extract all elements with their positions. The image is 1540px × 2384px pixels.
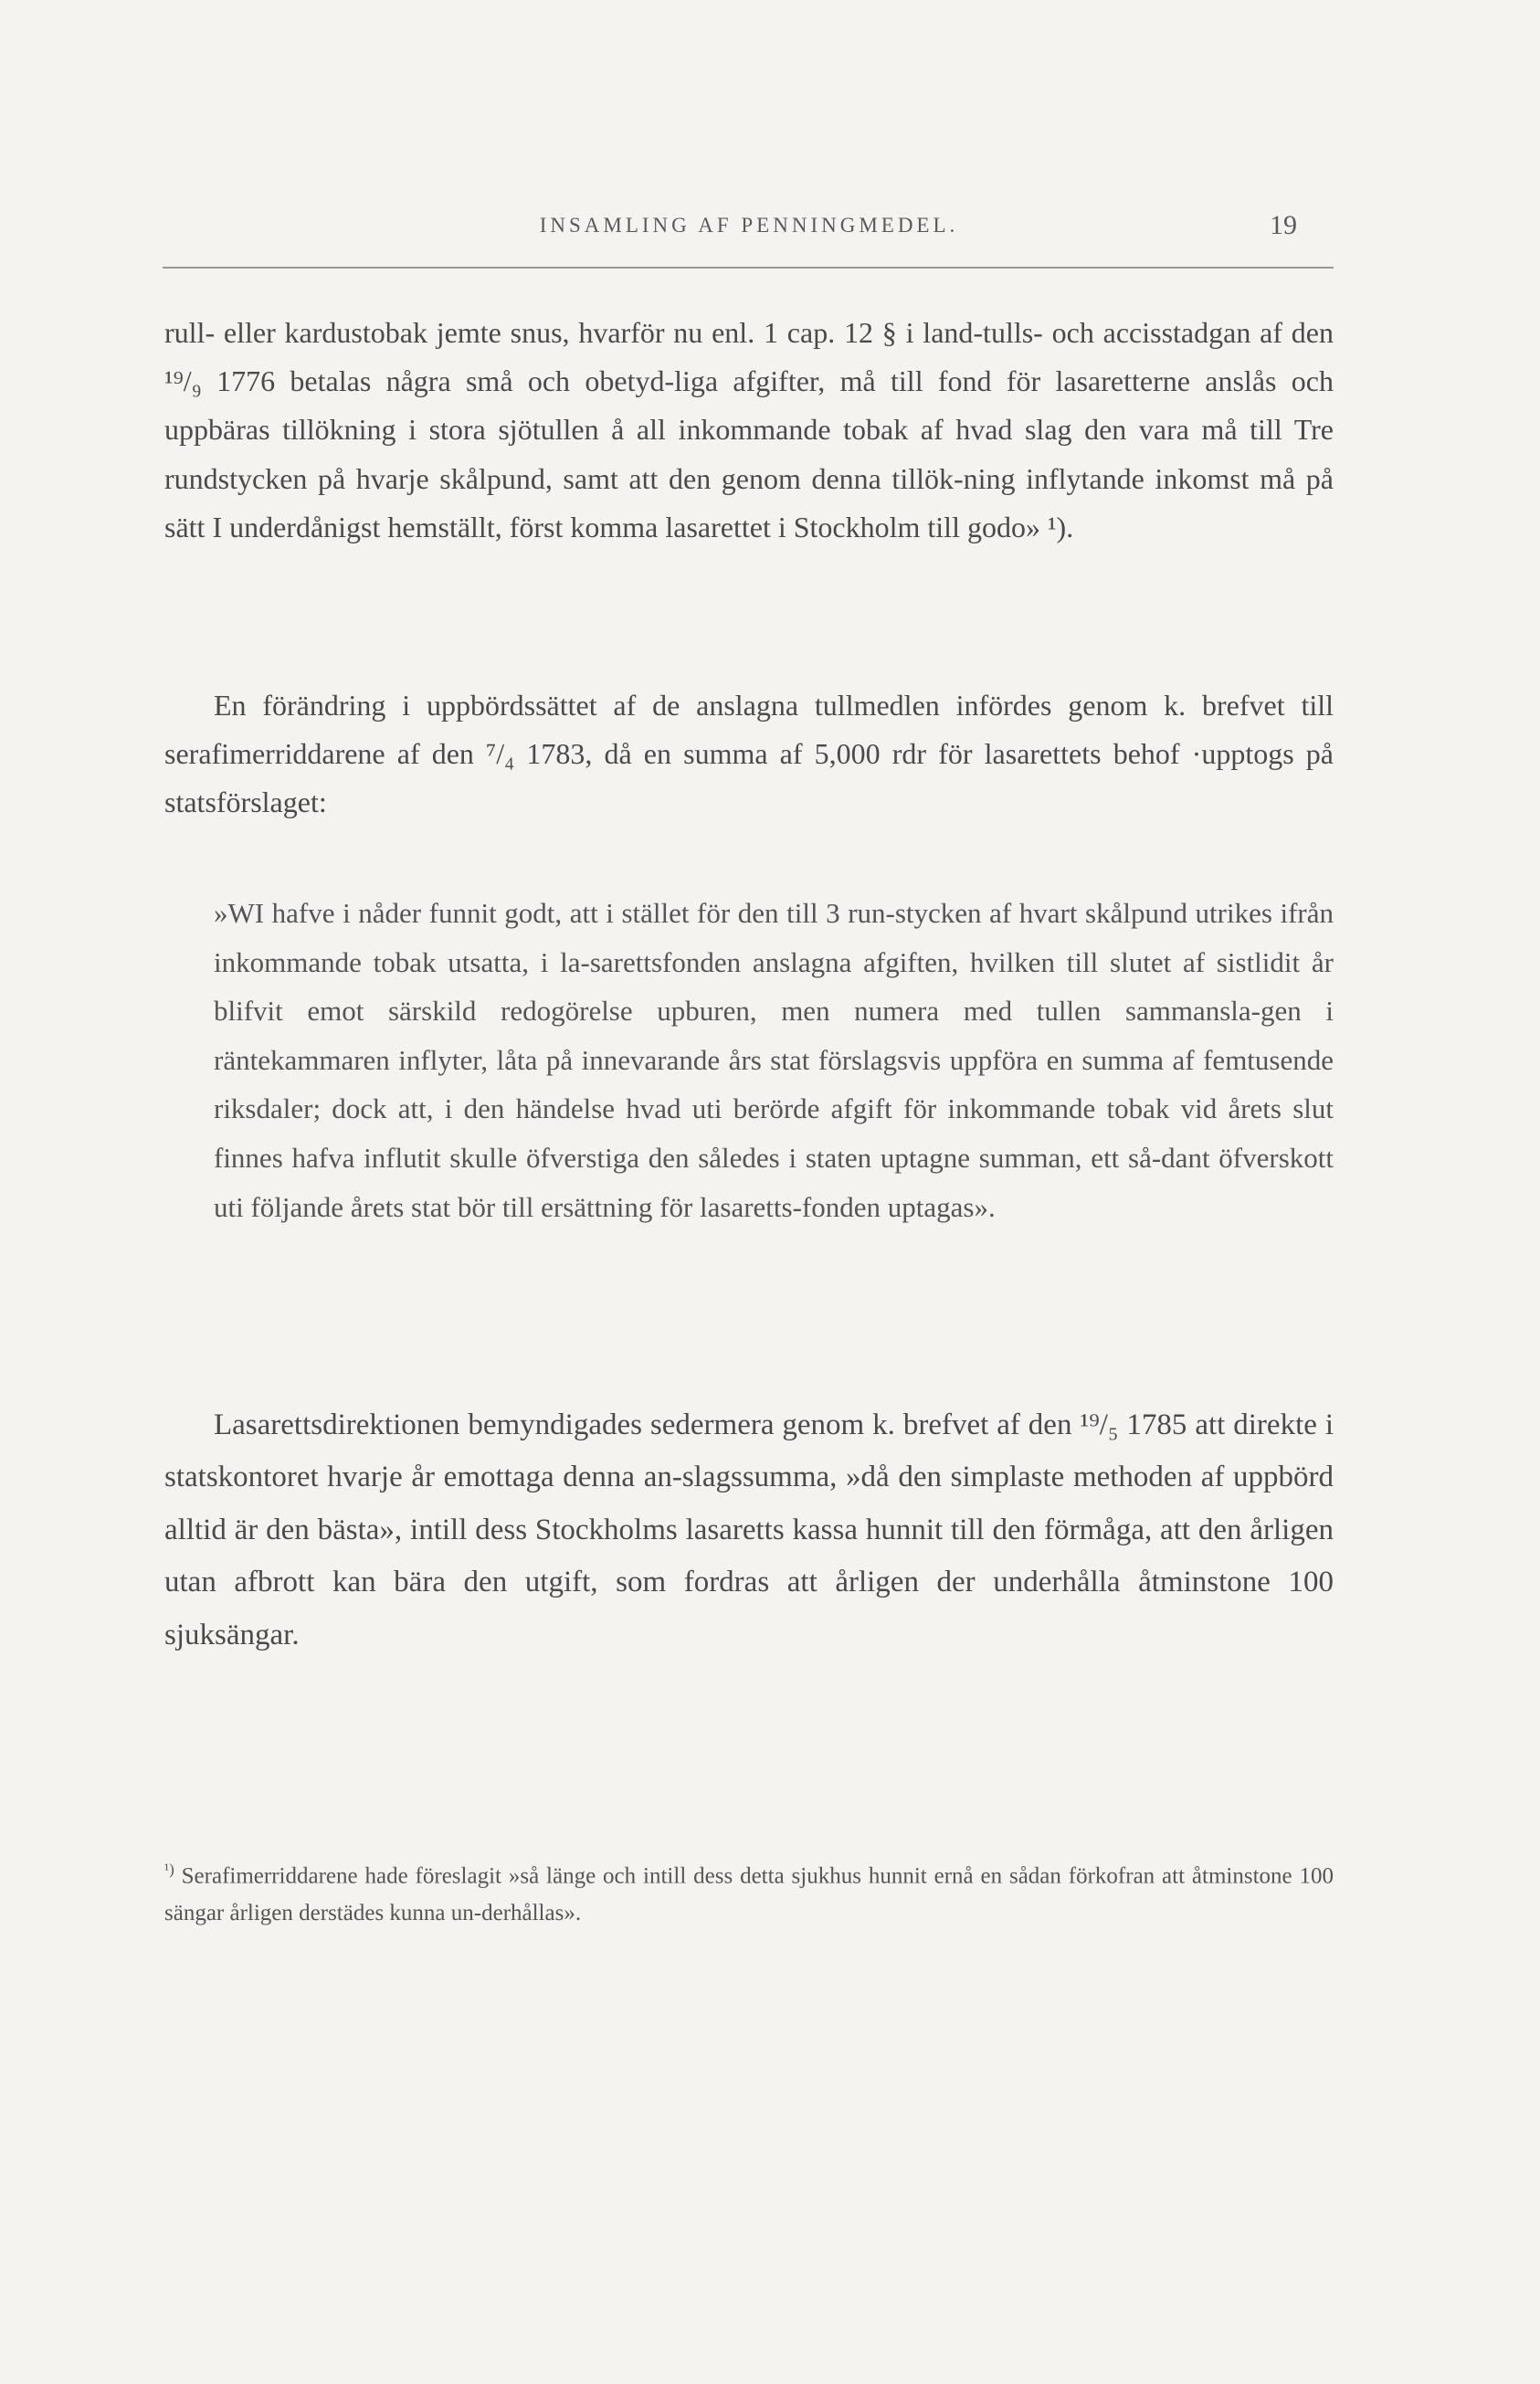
running-title: INSAMLING AF PENNINGMEDEL. bbox=[539, 214, 959, 237]
royal-letter-quote: »WI hafve i nåder funnit godt, att i stället för den till 3 run-stycken af hvart skålpund utrikes ifrån inkommande tobak utsatta, i la-sarettsfonden anslagna afgiften, hvilken till slutet af sistlidit år blifvit emot särskild redogörelse upburen, men numera med tullen sammansla-gen i räntekammaren inflyter, låta på innevarande års stat förslagsvis uppföra en summa af femtusende riksdaler; dock att, i den händelse hvad uti berörde afgift för inkommande tobak vid årets slut finnes hafva influtit skulle öfverstiga den således i staten uptagne summan, ett så-dant öfverskott uti följande årets stat bör till ersättning för lasaretts-fonden uptagas». bbox=[214, 897, 1334, 1223]
paragraph-2: En förändring i uppbördssättet af de anslagna tullmedlen infördes genom k. brefvet till serafimerriddarene af den ⁷/₄ 1783, då en summa af 5,000 rdr för lasarettets behof ·upptogs på statsförslaget: bbox=[164, 689, 1334, 819]
running-head bbox=[164, 210, 1334, 247]
page-number: 19 bbox=[1270, 210, 1297, 240]
header-rule bbox=[163, 267, 1334, 269]
footnote-text: Serafimerriddarene hade föreslagit »så länge och intill dess detta sjukhus hunnit ernå en sådan förkofran att åtminstone 100 sängar årligen derstädes kunna un-derhållas». bbox=[164, 1863, 1334, 1926]
paragraph-1: rull- eller kardustobak jemte snus, hvarför nu enl. 1 cap. 12 § i land-tulls- och accisstadgan af den ¹⁹/₉ 1776 betalas några små och obetyd-liga afgifter, må till fond för lasaretterne anslås och uppbäras tillökning i stora sjötullen å all inkommande tobak af hvad slag den vara må till Tre rundstycken på hvarje skålpund, samt att den genom denna tillök-ning inflytande inkomst må på sätt I underdånigst hemställt, först komma lasarettet i Stockholm till godo» ¹). bbox=[164, 316, 1334, 543]
footnote-marker: ¹) bbox=[164, 1861, 174, 1878]
paragraph-4: Lasarettsdirektionen bemyndigades sedermera genom k. brefvet af den ¹⁹/₅ 1785 att direkte i statskontoret hvarje år emottaga denna an-slagssumma, »då den simplaste methoden af uppbörd alltid är den bästa», intill dess Stockholms lasaretts kassa hunnit till den förmåga, att den årligen utan afbrott kan bära den utgift, som fordras att årligen der underhålla åtminstone 100 sjuksängar. bbox=[164, 1408, 1334, 1651]
footnote bbox=[164, 1851, 1334, 1932]
